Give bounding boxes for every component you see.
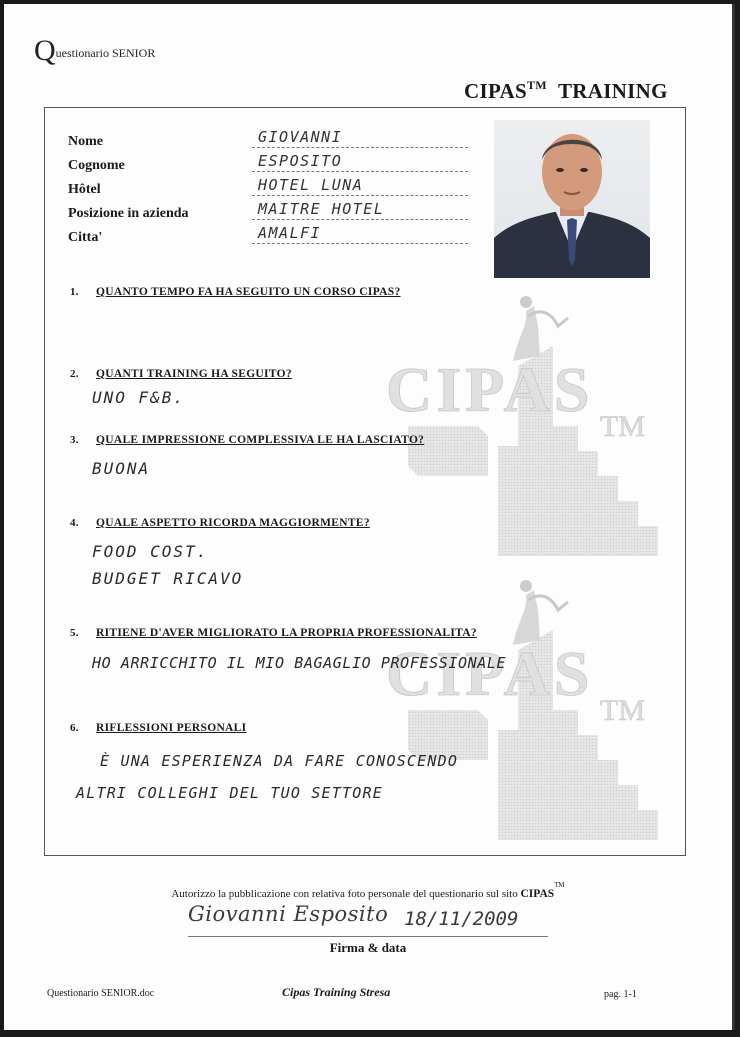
question-5-number: 5. xyxy=(70,627,79,639)
watermark-tm-2: TM xyxy=(600,694,645,727)
value-posizione: MAITRE HOTEL xyxy=(252,196,468,220)
brand-title xyxy=(464,78,668,104)
document-page xyxy=(4,4,735,1030)
portrait-photo xyxy=(494,120,650,278)
answer-4-line-2: BUDGET RICAVO xyxy=(92,569,244,588)
info-labels xyxy=(68,130,189,250)
footer-page-number: pag. 1-1 xyxy=(604,989,637,1000)
cipas-watermark-logo-2 xyxy=(378,570,668,840)
question-5-text: RITIENE D'AVER MIGLIORATO LA PROPRIA PROFESSIONALITA? xyxy=(96,627,477,639)
question-2 xyxy=(70,368,292,380)
question-1-text: QUANTO TEMPO FA HA SEGUITO UN CORSO CIPAS? xyxy=(96,286,401,298)
footer-filename: Questionario SENIOR.doc xyxy=(47,988,155,999)
signature-date: 18/11/2009 xyxy=(404,908,519,930)
footer-organization: Cipas Training Stresa xyxy=(282,985,391,999)
document-type-label xyxy=(34,34,156,67)
value-cognome: ESPOSITO xyxy=(252,148,468,172)
consent-site: CIPAS xyxy=(520,888,555,900)
question-4 xyxy=(70,517,370,529)
question-3-text: QUALE IMPRESSIONE COMPLESSIVA LE HA LASCIATO? xyxy=(96,434,425,446)
watermark-tm: TM xyxy=(600,410,645,443)
document-type-text: uestionario SENIOR xyxy=(55,46,156,60)
question-5 xyxy=(70,627,477,639)
brand-trademark: TM xyxy=(526,78,547,92)
consent-text: Autorizzo la pubblicazione con relativa foto personale del questionario sul sito xyxy=(171,888,518,900)
answer-5-line-1: HO ARRICCHITO IL MIO BAGAGLIO PROFESSIONALE xyxy=(92,654,507,672)
signature-label: Firma & data xyxy=(329,940,407,955)
label-nome: Nome xyxy=(68,134,103,149)
question-6 xyxy=(70,722,246,734)
watermark-text-2: CIPAS xyxy=(386,638,594,709)
document-type-initial: Q xyxy=(34,34,56,67)
label-cognome: Cognome xyxy=(68,158,125,173)
question-4-text: QUALE ASPETTO RICORDA MAGGIORMENTE? xyxy=(96,517,370,529)
publication-consent xyxy=(4,881,732,900)
answer-3-line-1: BUONA xyxy=(92,459,151,478)
watermark-text: CIPAS xyxy=(386,354,594,425)
question-3-number: 3. xyxy=(70,434,79,446)
brand-suffix: TRAINING xyxy=(558,79,668,103)
question-4-number: 4. xyxy=(70,517,79,529)
label-posizione: Posizione in azienda xyxy=(68,206,189,221)
value-hotel: HOTEL LUNA xyxy=(252,172,468,196)
brand-name: CIPAS xyxy=(464,79,527,103)
question-1 xyxy=(70,286,401,298)
answer-6-line-2: ALTRI COLLEGHI DEL TUO SETTORE xyxy=(76,784,383,802)
question-1-number: 1. xyxy=(70,286,79,298)
answer-2-line-1: UNO F&B. xyxy=(92,388,186,407)
answer-6-line-1: È UNA ESPERIENZA DA FARE CONOSCENDO xyxy=(100,752,459,770)
value-nome: GIOVANNI xyxy=(252,124,468,148)
question-6-text: RIFLESSIONI PERSONALI xyxy=(96,722,247,734)
label-hotel: Hôtel xyxy=(68,182,101,197)
question-3 xyxy=(70,434,424,446)
question-2-text: QUANTI TRAINING HA SEGUITO? xyxy=(96,368,292,380)
question-2-number: 2. xyxy=(70,368,79,380)
value-citta: AMALFI xyxy=(252,220,468,244)
consent-site-tm: TM xyxy=(554,881,565,889)
info-values xyxy=(252,124,468,244)
label-citta: Citta' xyxy=(68,230,103,245)
answer-4-line-1: FOOD COST. xyxy=(92,542,209,561)
handwritten-signature: Giovanni Esposito xyxy=(188,902,389,926)
signature-line xyxy=(188,936,548,937)
question-6-number: 6. xyxy=(70,722,79,734)
cipas-watermark-logo xyxy=(378,286,668,556)
